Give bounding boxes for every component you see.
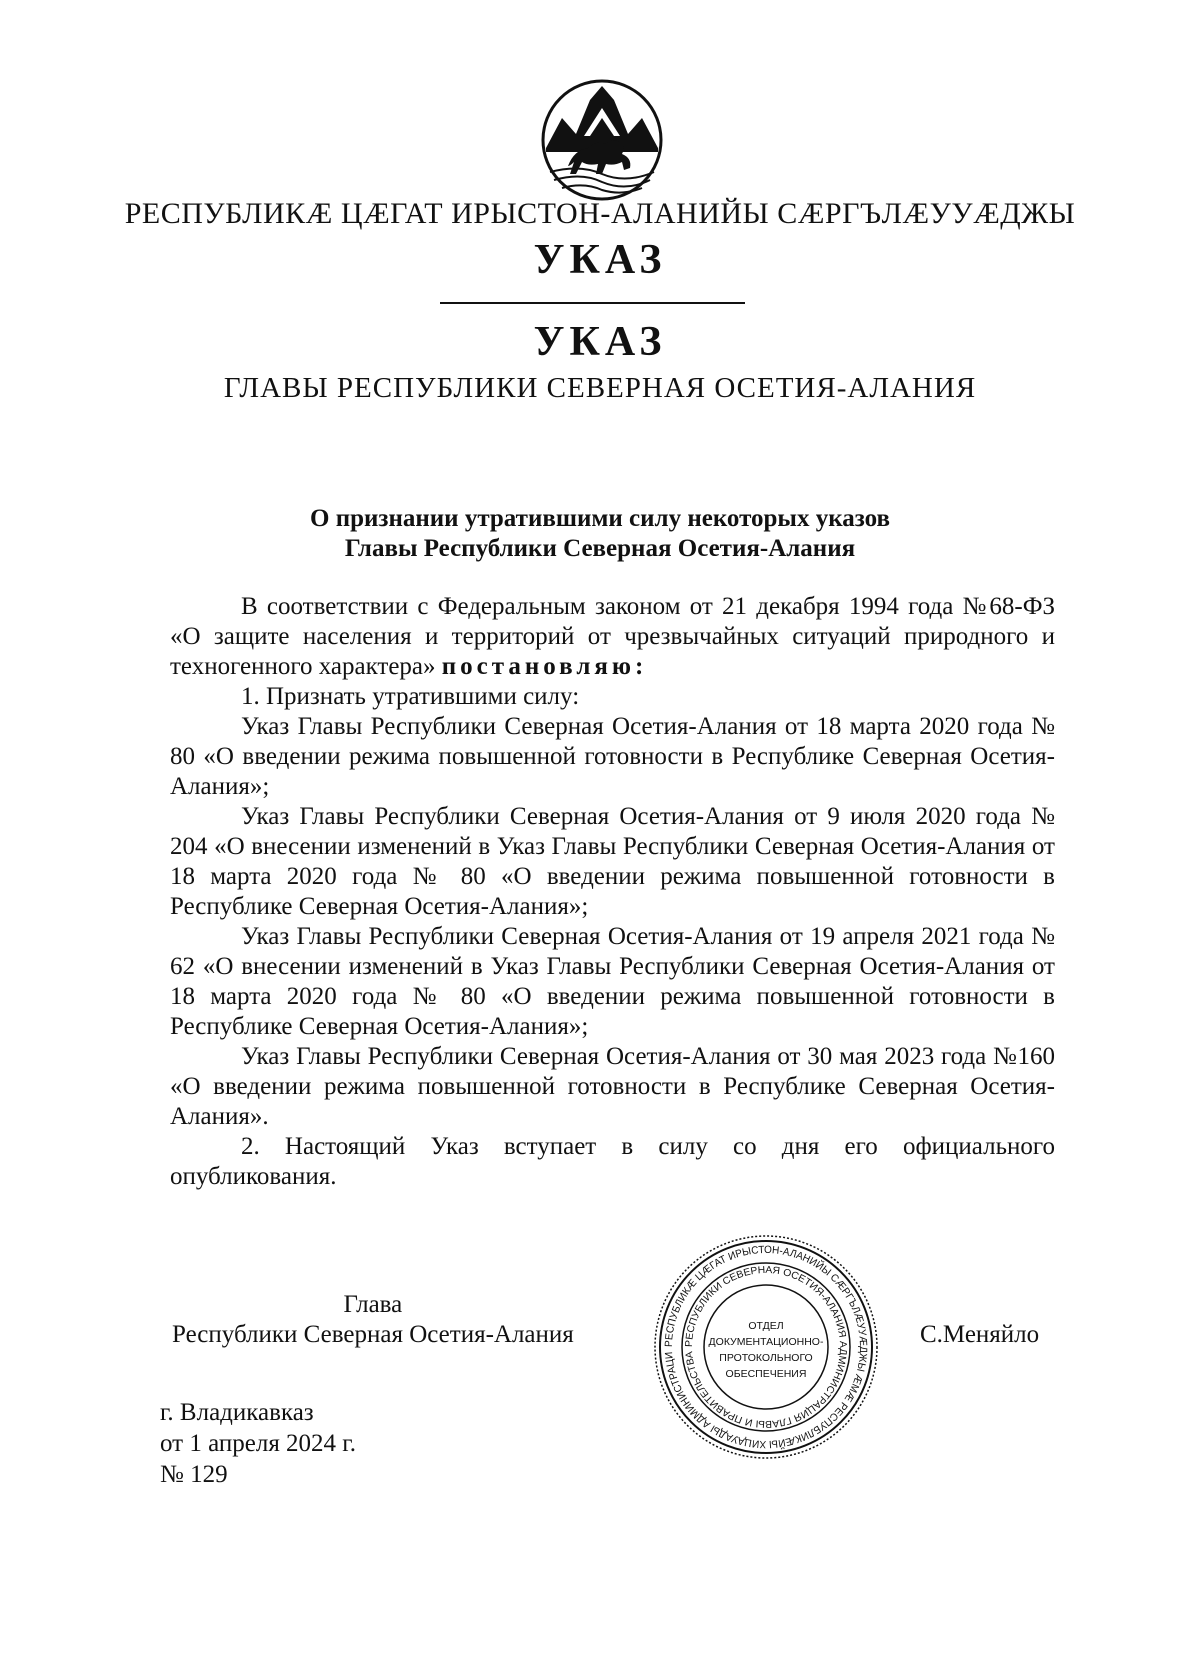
position-line-1: Глава	[343, 1291, 403, 1318]
document-body	[170, 592, 1055, 1192]
item-1-paragraph: 1. Признать утратившими силу:	[241, 683, 580, 710]
coat-of-arms-emblem	[540, 78, 664, 202]
stamp-center-line-2: ДОКУМЕНТАЦИОННО-	[708, 1336, 824, 1348]
preamble-paragraph	[170, 592, 1055, 682]
item-2-paragraph: 2. Настоящий Указ вступает в силу со дня его официального опубликования.	[170, 1133, 1055, 1190]
decree-number: № 129	[160, 1461, 228, 1488]
stamp-inner-text: РЕСПУБЛИКИ СЕВЕРНАЯ ОСЕТИЯ-АЛАНИЯ АДМИНИСТРАЦИЯ ГЛАВЫ И ПРАВИТЕЛЬСТВА	[683, 1264, 849, 1430]
position-line-2: Республики Северная Осетия-Алания	[172, 1321, 574, 1348]
signatory-position	[172, 1290, 574, 1350]
stamp-center-line-4: ОБЕСПЕЧЕНИЯ	[725, 1368, 807, 1380]
title-line-2: Главы Республики Северная Осетия-Алания	[344, 535, 856, 562]
header-divider	[440, 302, 745, 304]
decree-paragraph-1: Указ Главы Республики Северная Осетия-Алания от 18 марта 2020 года № 80 «О введении режима повышенной готовности в Республике Северная Осетия-Алания»;	[170, 713, 1055, 800]
decree-paragraph-2: Указ Главы Республики Северная Осетия-Алания от 9 июля 2020 года № 204 «О внесении изменений в Указ Главы Республики Северная Осетия-Алания от 18 марта 2020 года № 80 «О введении режима повышенной готовности в Республике Северная Осетия-Алания»;	[170, 803, 1055, 920]
place-date-number	[160, 1397, 356, 1490]
city: г. Владикавказ	[160, 1399, 314, 1426]
decree-date: от 1 апреля 2024 г.	[160, 1430, 356, 1457]
decree-word: постановляю:	[441, 653, 648, 680]
title-line-1: О признании утратившими силу некоторых указов	[310, 505, 890, 532]
preamble-text: В соответствии с Федеральным законом от 21 декабря 1994 года №68-ФЗ «О защите населения и территорий от чрезвычайных ситуаций природного и техногенного характера»	[170, 593, 1055, 680]
decree-paragraph-3: Указ Главы Республики Северная Осетия-Алания от 19 апреля 2021 года № 62 «О внесении изменений в Указ Главы Республики Северная Осетия-Алания от 18 марта 2020 года № 80 «О введении режима повышенной готовности в Республике Северная Осетия-Алания»;	[170, 923, 1055, 1040]
stamp-center-line-3: ПРОТОКОЛЬНОГО	[719, 1352, 813, 1364]
ossetian-header: РЕСПУБЛИКӔ ЦӔГАТ ИРЫСТОН-АЛАНИЙЫ СӔРГЪЛӔУУӔДЖЫ	[124, 197, 1076, 230]
decree-heading-russian: УКАЗ	[533, 319, 667, 365]
decree-heading-ossetian: УКАЗ	[533, 237, 667, 283]
stamp-outer-text: РЕСПУБЛИКӔ ЦӔГАТ ИРЫСТОН-АЛАНИЙЫ СӔРГЪЛӔУУӔДЖЫ ӔМӔ РЕСПУБЛИКӔЙЫ ХИЦАУАДЫ АДМИНИСТРАЦИ	[662, 1243, 870, 1451]
document-title	[0, 504, 1200, 564]
signatory-name: С.Меняйло	[920, 1321, 1040, 1348]
decree-paragraph-4: Указ Главы Республики Северная Осетия-Алания от 30 мая 2023 года №160 «О введении режима повышенной готовности в Республике Северная Осетия-Алания».	[170, 1043, 1055, 1130]
stamp-center-line-1: ОТДЕЛ	[748, 1320, 784, 1332]
official-seal-stamp	[652, 1233, 880, 1461]
russian-header: ГЛАВЫ РЕСПУБЛИКИ СЕВЕРНАЯ ОСЕТИЯ-АЛАНИЯ	[223, 372, 977, 404]
